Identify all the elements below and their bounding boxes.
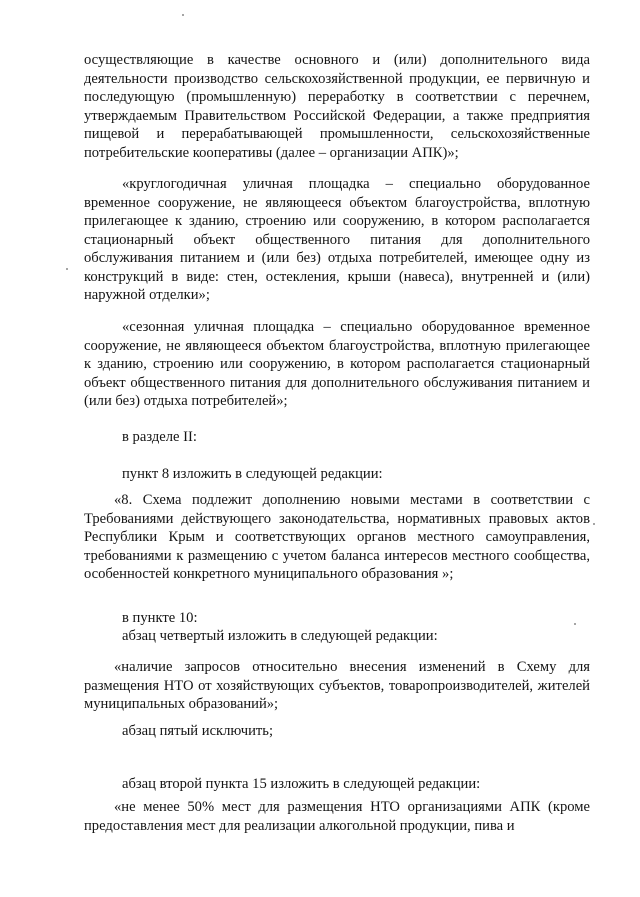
paragraph-50-percent: «не менее 50% мест для размещения НТО организациями АПК (кроме предоставления мест для реализации алкогольной продукции, пива и [84, 799, 590, 834]
paragraph-4-instruction: абзац четвертый изложить в следующей редакции: [122, 628, 438, 644]
section-ii-heading: в разделе II: [122, 429, 197, 445]
paragraph-requests: «наличие запросов относительно внесения изменений в Схему для размещения НТО от хозяйствующих субъектов, товаропроизводителей, жителей муниципальных образований»; [84, 659, 590, 712]
paragraph-item-8: «8. Схема подлежит дополнению новыми местами в соответствии с Требованиями действующего законодательства, нормативных правовых актов Республики Крым и соответствующих органов местного самоуправления, требованиями к размещению с учетом баланса интересов местного сообщества, особенностей конкретного муниципального образования »; [84, 492, 590, 582]
scan-speck [182, 14, 184, 16]
paragraph-5-instruction: абзац пятый исключить; [122, 723, 274, 739]
item-8-instruction: пункт 8 изложить в следующей редакции: [122, 466, 383, 482]
paragraph-apk-organizations: осуществляющие в качестве основного и (или) дополнительного вида деятельности производство сельскохозяйственной продукции, ее первичную и последующую (промышленную) переработку в соответствии с перечнем, утверждаемым Правительством Российской Федерации, а также предприятия пищевой и перерабатывающей промышленности, сельскохозяйственные потребительские кооперативы (далее – организации АПК)»; [84, 52, 590, 161]
item-15-instruction: абзац второй пункта 15 изложить в следующей редакции: [122, 776, 481, 792]
item-10-heading: в пункте 10: [122, 610, 198, 626]
scan-speck [574, 623, 576, 625]
paragraph-year-round-area: «круглогодичная уличная площадка – специально оборудованное временное сооружение, не являющееся объектом благоустройства, вплотную прилегающее к зданию, строению или сооружению, в котором располагается стационарный объект общественного питания для дополнительного обслуживания питанием и (или без) отдыха потребителей, имеющее одну из конструкций в виде: стен, остекления, крыши (навеса), внутренней и (или) наружной отделки»; [84, 176, 590, 303]
scan-speck [66, 268, 68, 270]
scan-speck [593, 523, 595, 525]
paragraph-seasonal-area: «сезонная уличная площадка – специально оборудованное временное сооружение, не являющееся объектом благоустройства, вплотную прилегающее к зданию, строению или сооружению, в котором располагается стационарный объект общественного питания для дополнительного обслуживания питанием и (или без) отдыха потребителей»; [84, 319, 590, 409]
